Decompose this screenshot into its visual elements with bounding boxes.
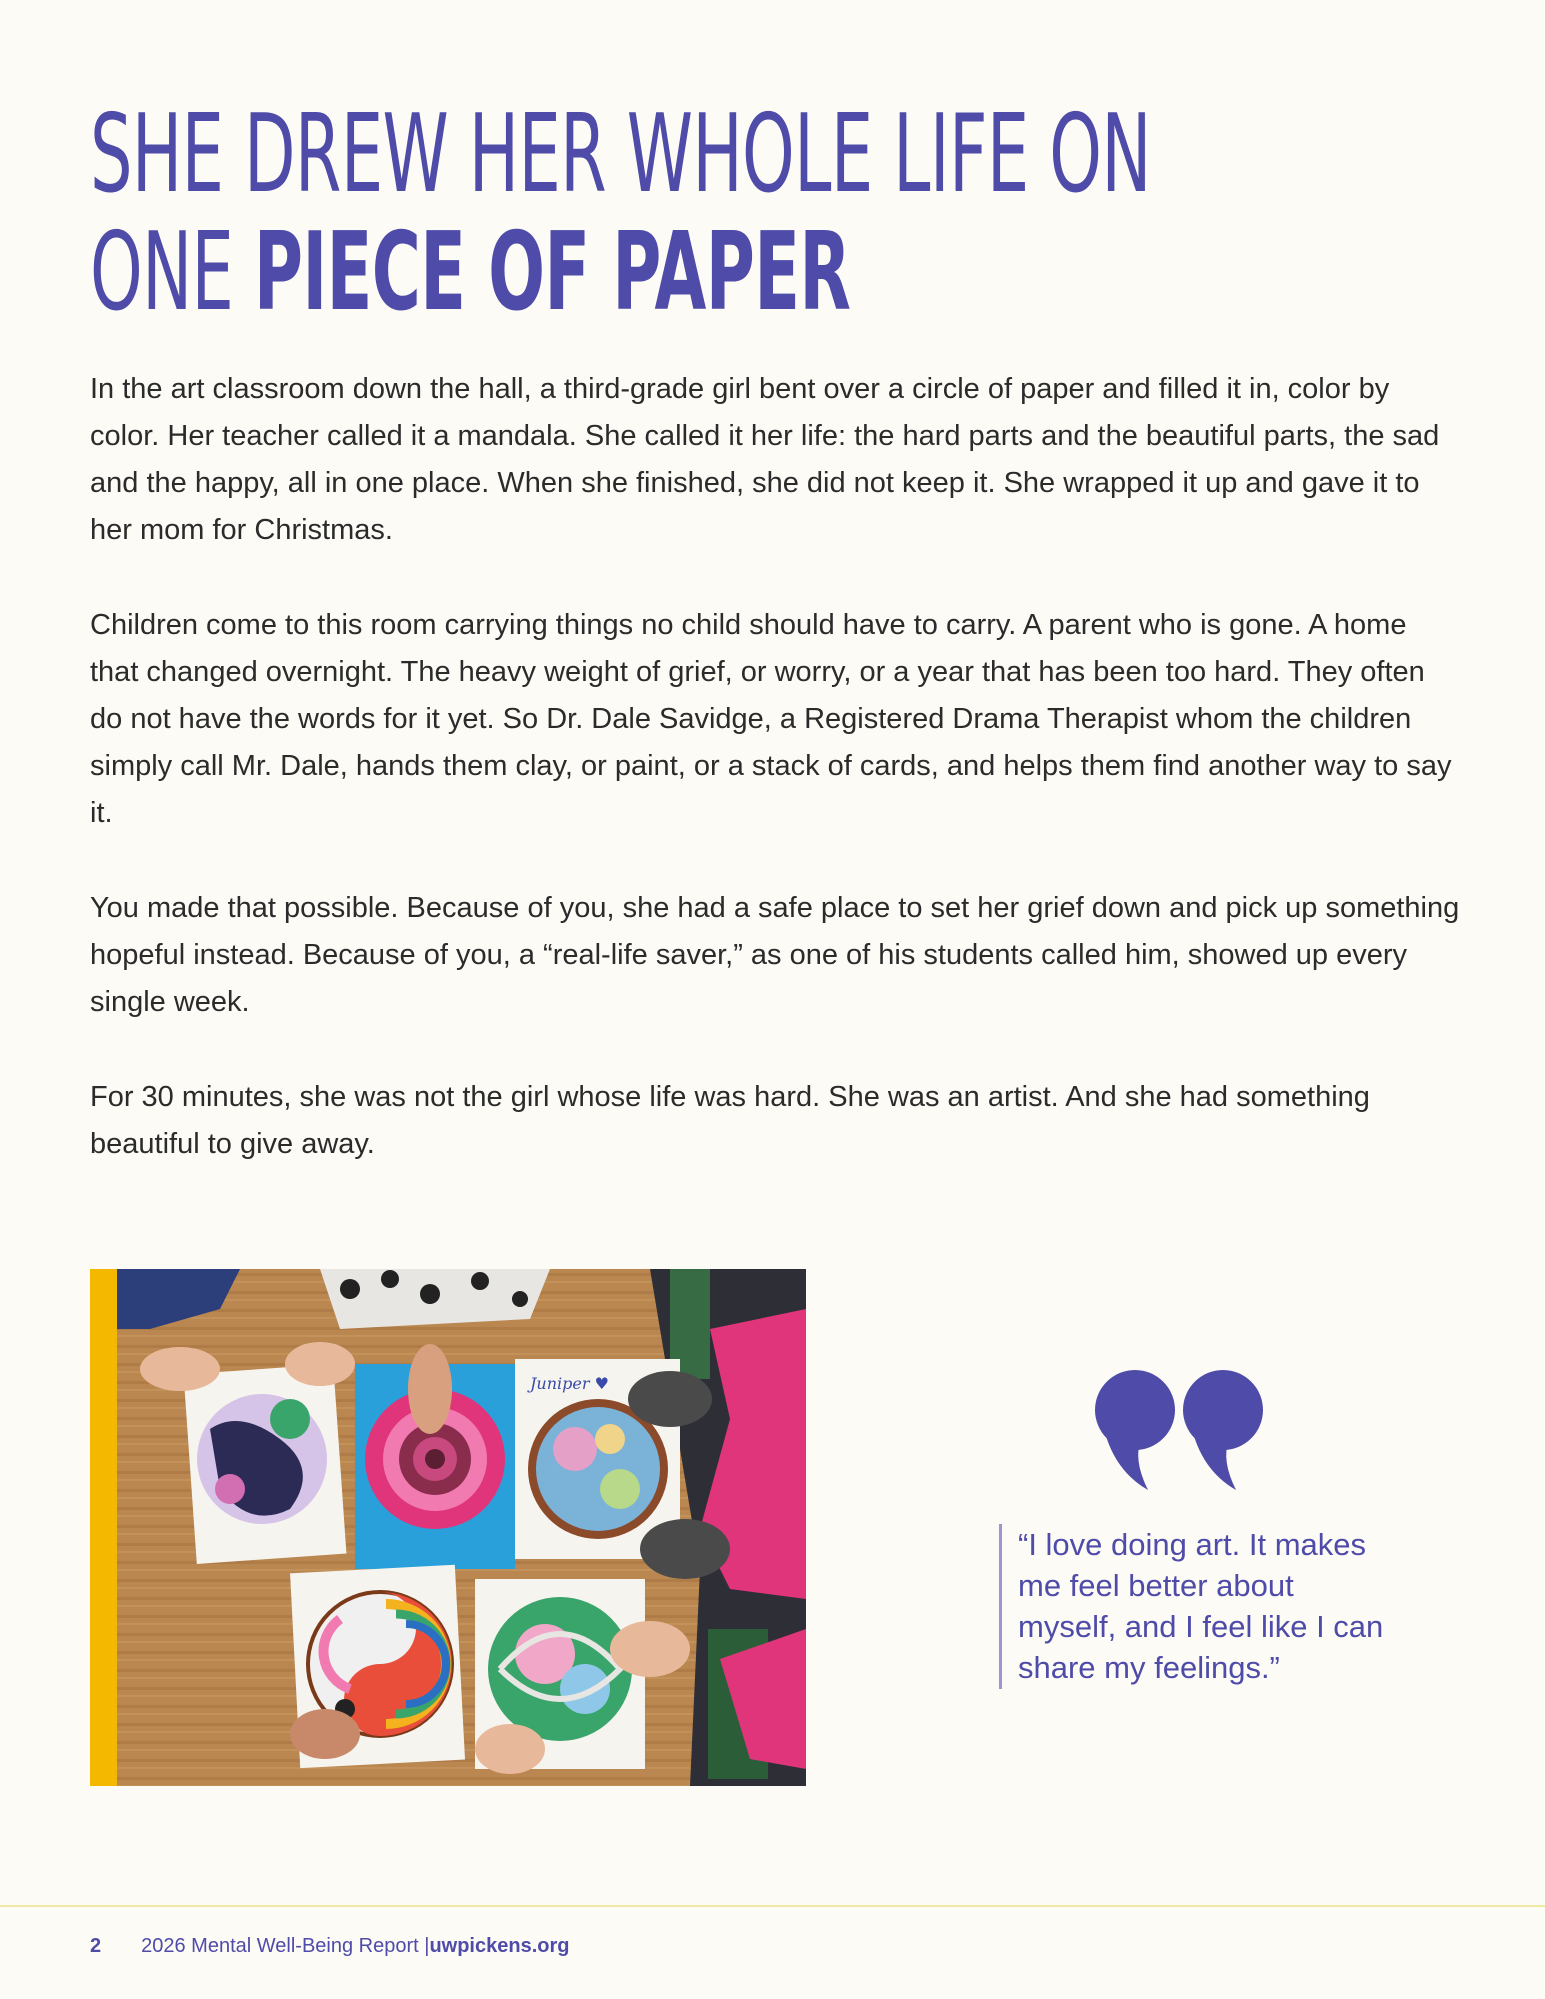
paragraph: Children come to this room carrying things no child should have to carry. A parent who is gone. A home that changed overnight. The heavy weight of grief, or worry, or a year that has been too hard. They often do not have the words for it yet. So Dr. Dale Savidge, a Registered Drama Therapist whom the children simply call Mr. Dale, hands them clay, or paint, or a stack of cards, and helps them find another way to say it. (90, 609, 1452, 829)
quote-divider (999, 1524, 1002, 1689)
website-link[interactable]: uwpickens.org (429, 1935, 570, 1957)
paragraph: You made that possible. Because of you, she had a safe place to set her grief down and pick up something hopeful instead. Because of you, a “real-life saver,” as one of his students called him, showed up every single week. (90, 892, 1460, 1018)
mandala-artwork-photo (90, 1269, 806, 1786)
paragraph: In the art classroom down the hall, a third-grade girl bent over a circle of paper and filled it in, color by color. Her teacher called it a mandala. She called it her life: the hard parts and the beautiful parts, the sad and the happy, all in one place. When she finished, she did not keep it. She wrapped it up and gave it to her mom for Christmas. (90, 373, 1440, 546)
paragraph: For 30 minutes, she was not the girl whose life was hard. She was an artist. And she had something beautiful to give away. (90, 1081, 1370, 1160)
handwritten-name: Juniper ♥ (530, 1374, 609, 1393)
report-title: 2026 Mental Well-Being Report | (141, 1935, 430, 1957)
article-body (90, 366, 1460, 1216)
headline-line-1: SHE DREW HER WHOLE LIFE ON (90, 92, 1151, 217)
page-title (90, 92, 1151, 335)
photo-illustration (90, 1269, 806, 1786)
headline-line-2-bold: PIECE OF PAPER (253, 210, 851, 335)
page-number: 2 (90, 1935, 102, 1957)
headline-line-2-regular: ONE (90, 210, 254, 335)
accent-bar (90, 1269, 117, 1786)
quotation-mark-icon (1093, 1365, 1275, 1495)
pull-quote: “I love doing art. It makes me feel better about myself, and I feel like I can share my feelings.” (1018, 1527, 1384, 1685)
footer (90, 1935, 569, 1958)
footer-divider (0, 1905, 1545, 1907)
